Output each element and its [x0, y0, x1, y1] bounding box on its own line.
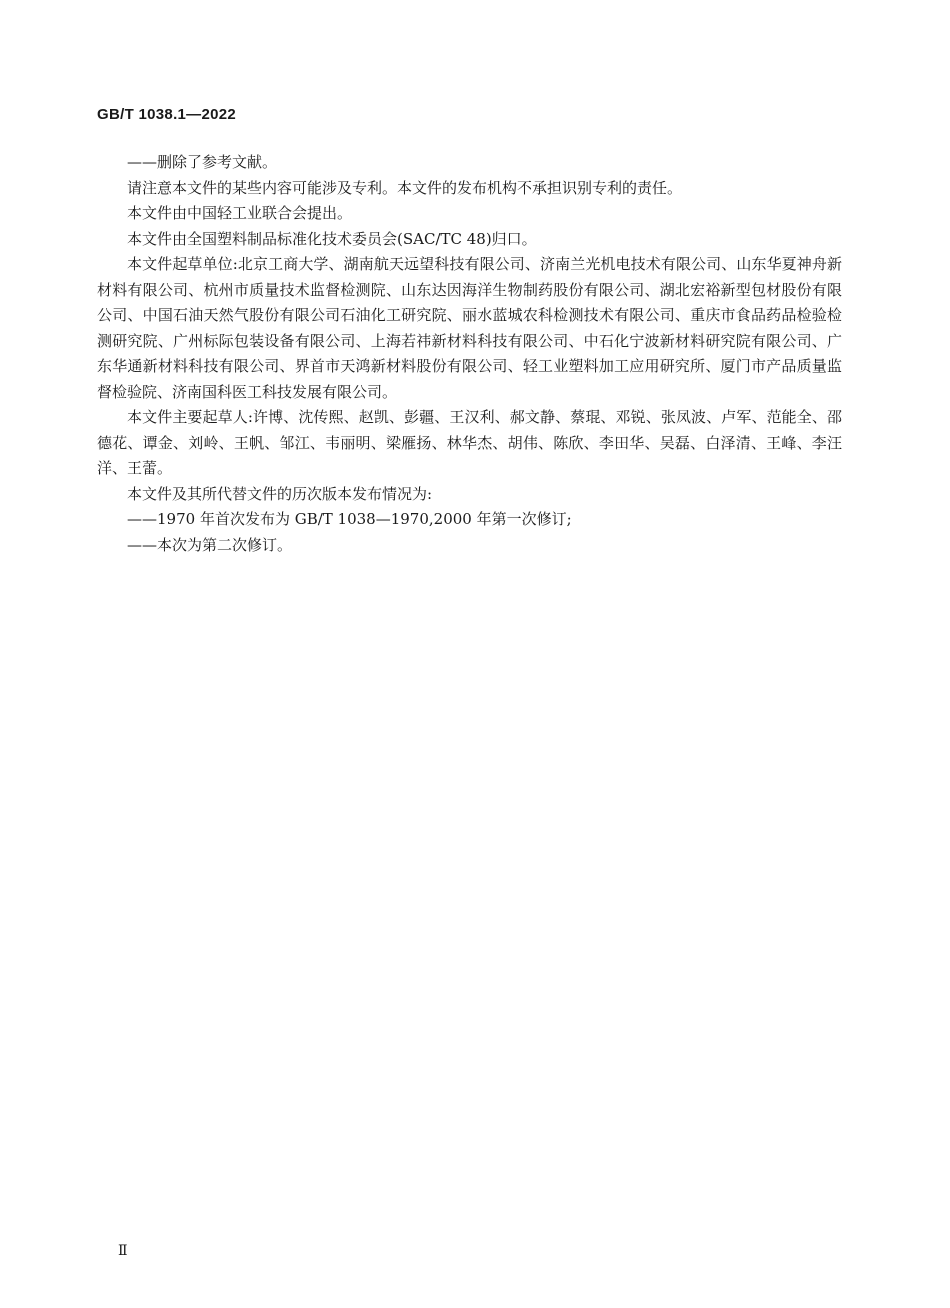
paragraph-drafting-units: 本文件起草单位:北京工商大学、湖南航天远望科技有限公司、济南兰光机电技术有限公司、山东华夏神舟新材料有限公司、杭州市质量技术监督检测院、山东达因海洋生物制药股份有限公司、湖北宏裕新型包材股份有限公司、中国石油天然气股份有限公司石油化工研究院、丽水蓝城农科检测技术有限公司、重庆市食品药品检验检测研究院、广州标际包装设备有限公司、上海若祎新材料科技有限公司、中石化宁波新材料研究院有限公司、广东华通新材料科技有限公司、界首市天鸿新材料股份有限公司、轻工业塑料加工应用研究所、厦门市产品质量监督检验院、济南国科医工科技发展有限公司。	[97, 255, 842, 401]
paragraph-drafters: 本文件主要起草人:许博、沈传熙、赵凯、彭疆、王汉利、郝文静、蔡琨、邓锐、张凤波、卢军、范能全、邵德花、谭金、刘岭、王帆、邹江、韦丽明、梁雁扬、林华杰、胡伟、陈欣、李田华、吴磊、白泽清、王峰、李汪洋、王蕾。	[97, 408, 842, 477]
paragraph-version-history-first: ——1970 年首次发布为 GB/T 1038—1970,2000 年第一次修订;	[127, 510, 572, 528]
document-number-header: GB/T 1038.1—2022	[97, 106, 237, 123]
paragraph-proposer: 本文件由中国轻工业联合会提出。	[127, 204, 353, 222]
foreword-body	[97, 150, 842, 558]
paragraph-version-history-intro: 本文件及其所代替文件的历次版本发布情况为:	[127, 484, 433, 503]
paragraph-centralized-by: 本文件由全国塑料制品标准化技术委员会(SAC/TC 48)归口。	[127, 229, 537, 248]
paragraph-patent-notice: 请注意本文件的某些内容可能涉及专利。本文件的发布机构不承担识别专利的责任。	[127, 178, 683, 197]
paragraph-version-history-second: ——本次为第二次修订。	[127, 535, 293, 554]
page-number: Ⅱ	[118, 1243, 128, 1259]
paragraph-deleted-references: ——删除了参考文献。	[127, 153, 278, 171]
